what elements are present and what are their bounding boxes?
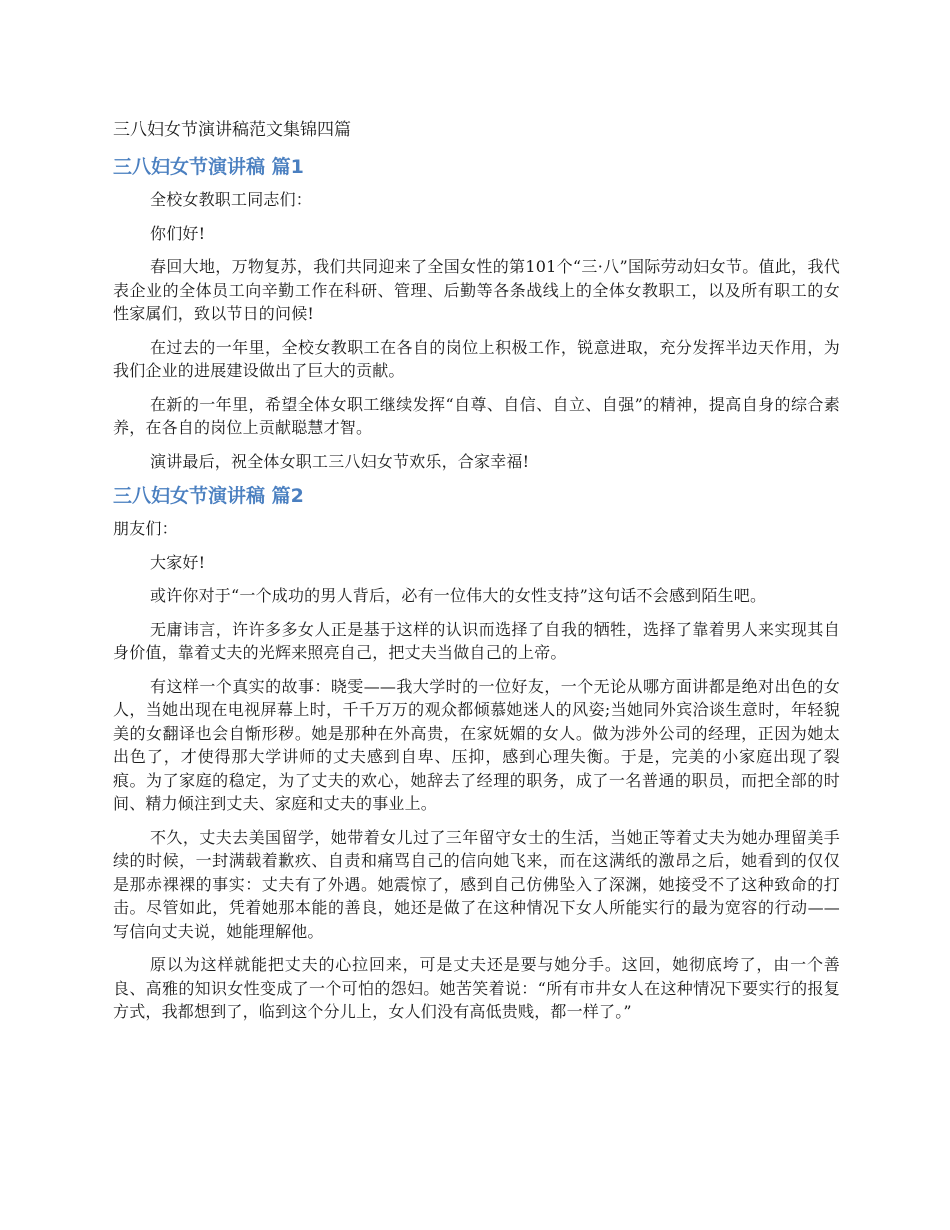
paragraph: 你们好! xyxy=(150,223,206,243)
document-title: 三八妇女节演讲稿范文集锦四篇 xyxy=(113,120,351,140)
document-page xyxy=(113,118,840,1034)
paragraph: 全校女教职工同志们： xyxy=(150,190,313,209)
section-heading: 三八妇女节演讲稿 篇1 xyxy=(113,156,304,178)
paragraph: 有这样一个真实的故事：晓雯——我大学时的一位好友，一个无论从哪方面讲都是绝对出色的女人，当她出现在电视屏幕上时，千千万万的观众都倾慕她迷人的风姿;当她同外宾洽谈生意时，年轻貌美的女翻译也会自惭形秽。她是那种在外高贵，在家妩媚的女人。做为涉外公司的经理，正因为她太出色了，才使得那大学讲师的丈夫感到自卑、压抑，感到心理失衡。于是，完美的小家庭出现了裂痕。为了家庭的稳定，为了丈夫的欢心，她辞去了经理的职务，成了一名普通的职员，而把全部的时间、精力倾注到丈夫、家庭和丈夫的事业上。 xyxy=(113,676,840,813)
salutation: 朋友们： xyxy=(113,519,178,538)
section-2 xyxy=(113,483,840,1024)
paragraph: 或许你对于“一个成功的男人背后，必有一位伟大的女性支持”这句话不会感到陌生吧。 xyxy=(150,586,767,605)
paragraph: 在新的一年里，希望全体女职工继续发挥“自尊、自信、自立、自强”的精神，提高自身的综合素养，在各自的岗位上贡献聪慧才智。 xyxy=(113,394,840,437)
section-heading: 三八妇女节演讲稿 篇2 xyxy=(113,485,304,507)
paragraph: 春回大地，万物复苏，我们共同迎来了全国女性的第101个“三·八”国际劳动妇女节。值此，我代表企业的全体员工向辛勤工作在科研、管理、后勤等各条战线上的全体女教职工，以及所有职工的女性家属们，致以节日的问候! xyxy=(113,257,840,323)
paragraph: 演讲最后，祝全体女职工三八妇女节欢乐，合家幸福! xyxy=(150,451,530,471)
paragraph: 在过去的一年里，全校女教职工在各自的岗位上积极工作，锐意进取，充分发挥半边天作用，为我们企业的进展建设做出了巨大的贡献。 xyxy=(113,337,840,380)
paragraph: 大家好! xyxy=(150,552,206,572)
section-1 xyxy=(113,154,840,473)
paragraph: 不久，丈夫去美国留学，她带着女儿过了三年留守女士的生活，当她正等着丈夫为她办理留美手续的时候，一封满载着歉疚、自责和痛骂自己的信向她飞来，而在这满纸的激昂之后，她看到的仅仅是那赤裸裸的事实：丈夫有了外遇。她震惊了，感到自己仿佛坠入了深渊，她接受不了这种致命的打击。尽管如此，凭着她那本能的善良，她还是做了在这种情况下女人所能实行的最为宽容的行动——写信向丈夫说，她能理解他。 xyxy=(113,827,840,941)
paragraph: 原以为这样就能把丈夫的心拉回来，可是丈夫还是要与她分手。这回，她彻底垮了，由一个善良、高雅的知识女性变成了一个可怕的怨妇。她苦笑着说：“所有市井女人在这种情况下要实行的报复方式，我都想到了，临到这个分儿上，女人们没有高低贵贱，都一样了。” xyxy=(113,955,840,1021)
paragraph: 无庸讳言，许许多多女人正是基于这样的认识而选择了自我的牺牲，选择了靠着男人来实现其自身价值，靠着丈夫的光辉来照亮自己，把丈夫当做自己的上帝。 xyxy=(113,619,840,662)
